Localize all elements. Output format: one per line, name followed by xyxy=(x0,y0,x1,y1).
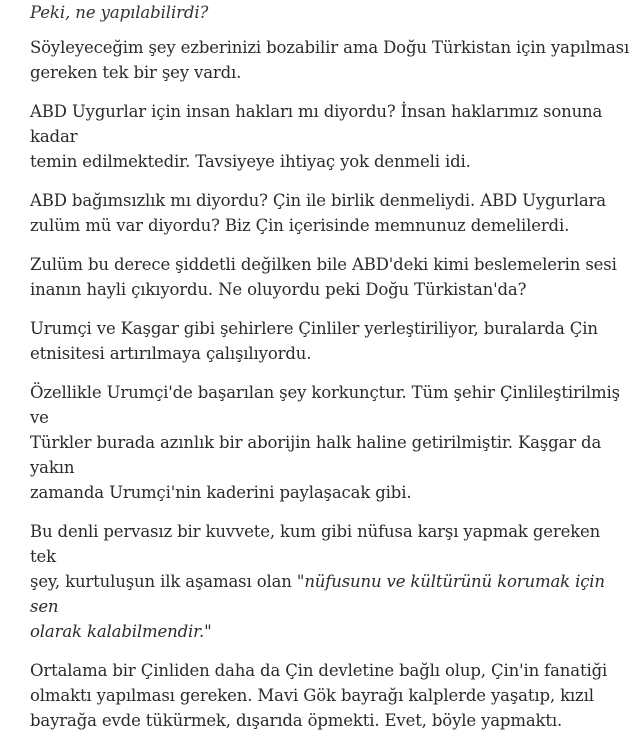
paragraph-7 xyxy=(30,519,630,644)
spacer xyxy=(30,174,630,188)
spacer xyxy=(30,644,630,658)
text-line: olmaktı yapılması gereken. Mavi Gök bayrağı kalplerde yaşatıp, kızıl xyxy=(30,686,594,705)
spacer xyxy=(30,25,630,35)
spacer xyxy=(30,302,630,316)
text-line: Söyleyeceğim şey ezberinizi bozabilir ama Doğu Türkistan için yapılması xyxy=(30,38,630,57)
text-line: Özellikle Urumçi'de başarılan şey korkunçtur. Tüm şehir Çinlileştirilmiş ve xyxy=(30,383,620,427)
text-line: Zulüm bu derece şiddetli değilken bile ABD'deki kimi beslemelerin sesi xyxy=(30,255,617,274)
spacer xyxy=(30,238,630,252)
paragraph-3 xyxy=(30,188,630,238)
text-line: ABD bağımsızlık mı diyordu? Çin ile birlik denmeliydi. ABD Uygurlara xyxy=(30,191,606,210)
text-line: şey, kurtuluşun ilk aşaması olan xyxy=(30,572,297,591)
text-line: inanın hayli çıkıyordu. Ne oluyordu peki Doğu Türkistan'da? xyxy=(30,280,527,299)
text-line: temin edilmektedir. Tavsiyeye ihtiyaç yok denmeli idi. xyxy=(30,152,471,171)
text-line: zamanda Urumçi'nin kaderini paylaşacak gibi. xyxy=(30,483,412,502)
spacer xyxy=(30,85,630,99)
paragraph-1 xyxy=(30,35,630,85)
italic-quote: olarak kalabilmendir." xyxy=(30,622,212,641)
text-line: Türkler burada azınlık bir aborijin halk haline getirilmiştir. Kaşgar da yakın xyxy=(30,433,602,477)
paragraph-5 xyxy=(30,316,630,366)
paragraph-8 xyxy=(30,658,630,733)
paragraph-6 xyxy=(30,380,630,505)
spacer xyxy=(30,366,630,380)
text-line: Ortalama bir Çinliden daha da Çin devletine bağlı olup, Çin'in fanatiği xyxy=(30,661,608,680)
paragraph-2 xyxy=(30,99,630,174)
paragraph-4 xyxy=(30,252,630,302)
section-heading: Peki, ne yapılabilirdi? xyxy=(30,3,209,22)
text-line: etnisitesi artırılmaya çalışılıyordu. xyxy=(30,344,312,363)
text-line: bayrağa evde tükürmek, dışarıda öpmekti. Evet, böyle yapmaktı. xyxy=(30,711,563,730)
spacer xyxy=(30,505,630,519)
text-line: zulüm mü var diyordu? Biz Çin içerisinde memnunuz demelilerdi. xyxy=(30,216,570,235)
text-line: ABD Uygurlar için insan hakları mı diyordu? İnsan haklarımız sonuna kadar xyxy=(30,102,603,146)
text-line: gereken tek bir şey vardı. xyxy=(30,63,242,82)
italic-quote: "nüfusunu ve kültürünü korumak için sen xyxy=(30,572,605,616)
text-line: Bu denli pervasız bir kuvvete, kum gibi nüfusa karşı yapmak gereken tek xyxy=(30,522,601,566)
article-body xyxy=(30,0,630,733)
text-line: Urumçi ve Kaşgar gibi şehirlere Çinliler yerleştiriliyor, buralarda Çin xyxy=(30,319,598,338)
